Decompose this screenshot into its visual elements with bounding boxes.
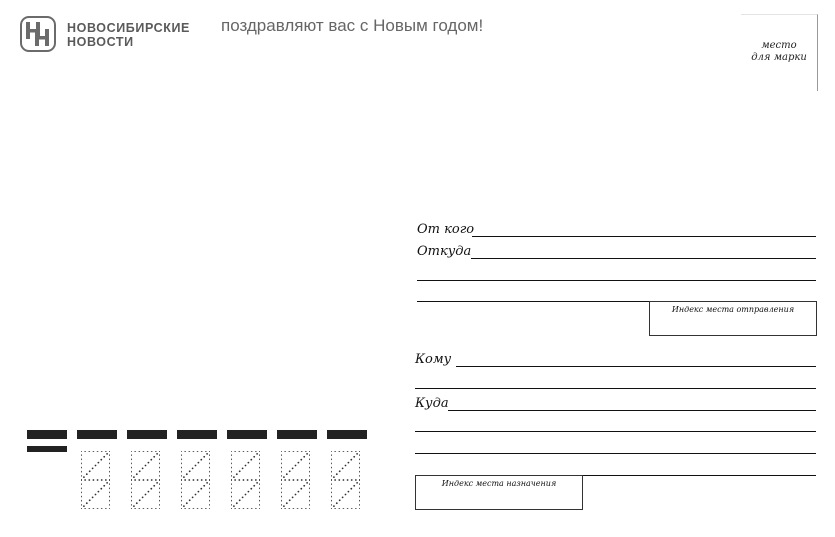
digit-cell[interactable] bbox=[331, 451, 360, 509]
to-address-line-2[interactable] bbox=[415, 431, 816, 432]
from-address-line-2[interactable] bbox=[417, 280, 816, 281]
digit-cell[interactable] bbox=[181, 451, 210, 509]
code-marker-bar bbox=[27, 430, 67, 439]
to-address-label: Куда bbox=[415, 396, 449, 411]
to-address-line-3[interactable] bbox=[415, 453, 816, 454]
digit-bar bbox=[277, 430, 317, 439]
recipient-index-label: Индекс места назначения bbox=[441, 479, 557, 488]
to-address-line-1[interactable] bbox=[448, 410, 816, 411]
recipient-index-box[interactable] bbox=[415, 475, 583, 510]
digit-bar bbox=[127, 430, 167, 439]
digit-bar bbox=[77, 430, 117, 439]
logo-icon bbox=[20, 16, 56, 52]
digit-bar bbox=[327, 430, 367, 439]
stamp-label-line1: место bbox=[761, 40, 797, 51]
digit-cell[interactable] bbox=[131, 451, 160, 509]
brand-name-line2: НОВОСТИ bbox=[67, 35, 134, 49]
brand-name bbox=[67, 21, 190, 49]
digit-bar bbox=[227, 430, 267, 439]
to-line-2[interactable] bbox=[415, 388, 816, 389]
from-address-label: Откуда bbox=[417, 244, 472, 259]
from-line[interactable] bbox=[472, 236, 816, 237]
digit-cell[interactable] bbox=[231, 451, 260, 509]
stamp-area bbox=[741, 14, 818, 91]
code-marker-bar-lower bbox=[27, 446, 67, 452]
stamp-label bbox=[741, 40, 817, 64]
from-label: От кого bbox=[417, 222, 475, 237]
to-label: Кому bbox=[415, 352, 452, 367]
to-line-1[interactable] bbox=[456, 366, 816, 367]
from-address-line-1[interactable] bbox=[471, 258, 816, 259]
digit-cell[interactable] bbox=[281, 451, 310, 509]
sender-index-box[interactable] bbox=[649, 301, 817, 336]
brand-name-line1: НОВОСИБИРСКИЕ bbox=[67, 21, 190, 35]
digit-cell[interactable] bbox=[81, 451, 110, 509]
greeting-text: поздравляют вас с Новым годом! bbox=[221, 16, 484, 35]
digit-bar bbox=[177, 430, 217, 439]
sender-index-label: Индекс места отправления bbox=[671, 305, 795, 314]
stamp-label-line2: для марки bbox=[751, 52, 807, 63]
